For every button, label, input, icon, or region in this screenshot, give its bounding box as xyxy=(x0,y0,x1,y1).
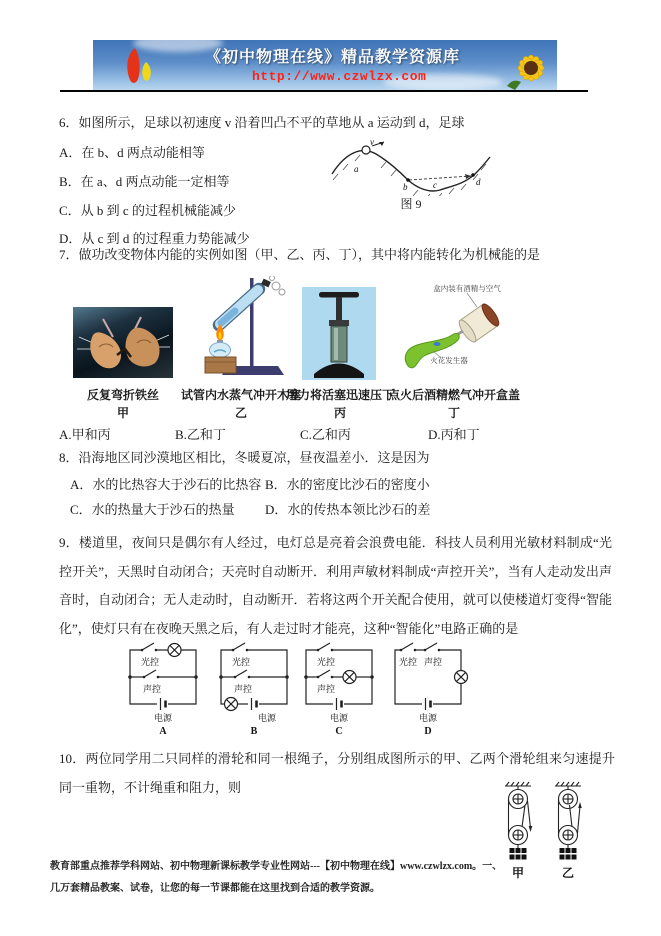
spark-generator-annotation: 火花发生器 xyxy=(430,356,468,365)
footer-line-2: 几万套精品教案、试卷，让您的每一节课都能在这里找到合适的教学资源。 xyxy=(50,883,380,894)
fig-jia-caption: 反复弯折铁丝 xyxy=(86,388,159,402)
q9-circuit-b xyxy=(215,640,293,740)
q9-circuit-a xyxy=(124,640,202,740)
banner-url[interactable]: http://www.czwlzx.com xyxy=(252,69,427,84)
q9-stem: 9．楼道里，夜间只是偶尔有人经过，电灯总是亮着会浪费电能．科技人员利用光敏材料制成“光控开关”，天黑时自动闭合；天亮时自动断开．利用声敏材料制成“声控开关”，当有人走动发出声音时，自动闭合；无人走动时，自动断开．若将这两个开关配合使用，就可以使楼道灯变得“智能化”，使灯只有在夜晚天黑之后，有人走过时才能亮，这种“智能化”电路正确的是 xyxy=(59,535,612,636)
pulley-yi-label: 乙 xyxy=(561,866,575,880)
q6-option-c: C．从 b 到 c 的过程机械能减少 xyxy=(59,203,236,218)
fig-yi-caption: 试管内水蒸气冲开木塞 xyxy=(180,388,301,402)
q8-option-c: C．水的热量大于沙石的热量 xyxy=(70,502,235,517)
q10-stem: 10．两位同学用二只同样的滑轮和同一根绳子，分别组成图所示的甲、乙两个滑轮组来匀速提升同一重物，不计绳重和阻力，则 xyxy=(59,751,615,795)
q9-circuit-d xyxy=(389,640,471,740)
q6-stem: 6．如图所示，足球以初速度 v 沿着凹凸不平的草地从 a 运动到 d，足球 xyxy=(59,115,465,130)
q8-option-d: D．水的传热本领比沙石的差 xyxy=(265,502,431,517)
q8-option-a: A．水的比热容大于沙石的比热容 xyxy=(70,477,262,492)
fig-bing-label: 丙 xyxy=(333,406,346,420)
footer-line-1: 教育部重点推荐学科网站、初中物理新课标教学专业性网站---【初中物理在线】www.czwlzx.com。一、 xyxy=(50,861,503,872)
figure-9-caption: 图 9 xyxy=(400,197,422,211)
point-a-label: a xyxy=(354,164,359,174)
light-switch-label: 光控 xyxy=(316,657,336,667)
box-annotation: 盒内装有酒精与空气 xyxy=(433,284,501,293)
power-label: 电源 xyxy=(257,713,277,723)
flame-logo-icon xyxy=(119,46,161,88)
circuit-c-letter: C xyxy=(335,726,343,736)
fig-bing-caption: 用力将活塞迅速压下 xyxy=(285,388,394,402)
point-d-label: d xyxy=(476,177,481,187)
sound-switch-label: 声控 xyxy=(233,684,253,694)
fig-jia-label: 甲 xyxy=(116,406,129,420)
test-tube-steam-illustration xyxy=(190,276,290,378)
power-label: 电源 xyxy=(329,713,349,723)
q6-option-b: B．在 a、d 两点动能一定相等 xyxy=(59,174,230,189)
sunflower-icon xyxy=(505,48,553,90)
sound-switch-label: 声控 xyxy=(316,684,336,694)
bend-wire-photo xyxy=(73,307,173,378)
point-c-label: c xyxy=(433,180,437,190)
pulley-systems-figure xyxy=(496,780,592,886)
velocity-label: v xyxy=(370,138,374,147)
circuit-b-letter: B xyxy=(250,726,258,736)
light-switch-label: 光控 xyxy=(140,657,160,667)
circuit-d-letter: D xyxy=(424,726,432,736)
pull-up-arrow xyxy=(578,802,582,808)
fig-ding-label: 丁 xyxy=(447,406,460,420)
igniter-box-illustration xyxy=(395,281,513,379)
point-b-label: b xyxy=(403,182,408,192)
light-switch-label: 光控 xyxy=(398,657,418,667)
ball-icon xyxy=(362,146,370,154)
pulley-jia-label: 甲 xyxy=(511,866,525,880)
q9-circuit-c xyxy=(300,640,378,740)
q8-option-b: B．水的密度比沙石的密度小 xyxy=(265,477,430,492)
figure-9 xyxy=(330,138,492,214)
q7-option-c: C.乙和丙 xyxy=(300,427,351,442)
piston-pump-photo xyxy=(302,287,376,380)
site-banner xyxy=(93,40,557,90)
fig-yi-label: 乙 xyxy=(234,406,247,420)
sound-switch-label: 声控 xyxy=(423,657,443,667)
q8-stem: 8．沿海地区同沙漠地区相比，冬暖夏凉，昼夜温差小．这是因为 xyxy=(59,450,430,465)
q6-option-d: D．从 c 到 d 的过程重力势能减少 xyxy=(59,231,250,246)
q7-stem: 7．做功改变物体内能的实例如图（甲、乙、丙、丁），其中将内能转化为机械能的是 xyxy=(59,247,541,262)
pull-down-arrow xyxy=(529,826,533,832)
circuit-a-letter: A xyxy=(159,726,167,736)
q6-option-a: A．在 b、d 两点动能相等 xyxy=(59,145,205,160)
q7-option-b: B.乙和丁 xyxy=(175,427,226,442)
banner-title: 《初中物理在线》精品教学资源库 xyxy=(205,49,461,66)
terrain-curve-drawing xyxy=(330,138,492,196)
power-label: 电源 xyxy=(153,713,173,723)
q7-option-d: D.丙和丁 xyxy=(428,427,480,442)
sound-switch-label: 声控 xyxy=(142,684,162,694)
power-label: 电源 xyxy=(418,713,438,723)
header-rule xyxy=(60,90,588,92)
q7-option-a: A.甲和丙 xyxy=(59,427,111,442)
light-switch-label: 光控 xyxy=(231,657,251,667)
fig-ding-caption: 点火后酒精燃气冲开盒盖 xyxy=(388,388,521,402)
